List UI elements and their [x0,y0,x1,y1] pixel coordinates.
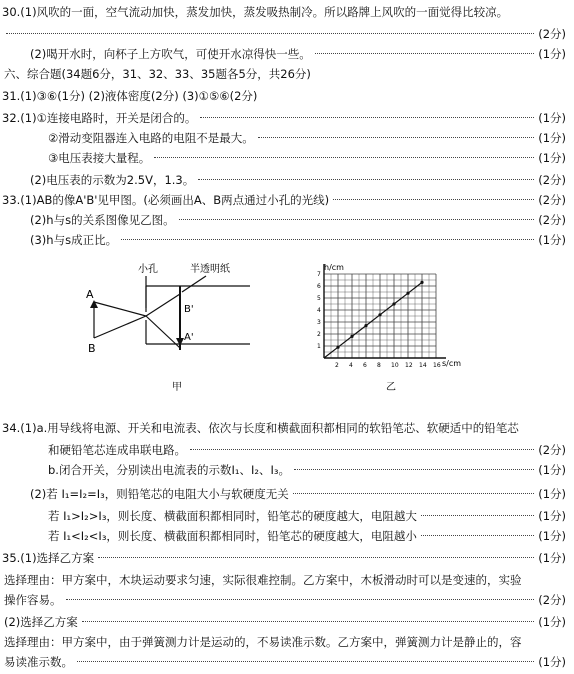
chart-xlabel: s/cm [442,359,462,368]
line-text: ②滑动变阻器连入电路的电阻不是最大。 [48,131,254,145]
figure-jia [60,258,300,408]
line-text: 若 I₁<I₂<I₃，则长度、横截面积都相同时，铅笔芯的硬度越大，电阻越小 [48,529,417,543]
text-line [0,484,574,504]
label-hole: 小孔 [138,264,158,275]
text-line [0,526,574,546]
x-tick-label: 14 [419,362,427,369]
data-point [378,313,381,316]
dot-leader [6,33,534,34]
text-line [0,548,574,568]
data-point [336,346,339,349]
line-text: b.闭合开关，分别读出电流表的示数I₁、I₂、I₃。 [48,463,290,477]
caption-jia: 甲 [172,382,182,393]
text-line [0,2,574,22]
line-score: (2分) [538,173,566,187]
dot-leader [421,535,534,536]
line-text: 34.(1)a.用导线将电源、开关和电流表、依次与长度和横截面积都相同的软铅笔芯、软硬适中的铅笔芯 [2,421,519,435]
data-point [406,292,409,295]
dot-leader [66,599,534,600]
line-score: (1分) [538,47,566,61]
dot-leader [333,199,534,200]
line-score: (1分) [538,233,566,247]
x-tick-label: 4 [349,362,353,369]
line-score: (2分) [538,193,566,207]
x-tick-label: 10 [391,362,399,369]
dot-leader [258,137,534,138]
text-line [0,440,574,460]
line-score: (1分) [538,509,566,523]
line-text: 33.(1)AB的像A'B'见甲图。(必须画出A、B两点通过小孔的光线) [2,193,330,207]
line-score: (2分) [538,443,566,457]
line-score: (1分) [538,487,566,501]
line-text: (2)喝开水时，向杯子上方吹气，可使开水凉得快一些。 [30,47,311,61]
line-text: (3)h与s成正比。 [30,233,118,247]
text-line [0,24,574,44]
line-text: 32.(1)①连接电路时，开关是闭合的。 [2,111,197,125]
line-score: (1分) [538,551,566,565]
ray-b-through-hole [146,294,180,316]
x-tick-label: 16 [433,362,441,369]
text-line [0,632,574,652]
text-line [0,506,574,526]
label-b: B [88,342,96,355]
chart-marks [324,281,424,358]
line-score: (1分) [538,131,566,145]
data-point [420,281,423,284]
text-line [0,590,574,610]
figure-yi-chart [306,258,466,398]
line-text: 若 I₁>I₂>I₃，则长度、横截面积都相同时，铅笔芯的硬度越大，电阻越大 [48,509,417,523]
text-line [0,108,574,128]
dot-leader [98,557,534,558]
dot-leader [77,661,534,662]
text-line [0,210,574,230]
dot-leader [294,469,534,470]
line-text: (2)电压表的示数为2.5V，1.3。 [30,173,195,187]
text-line [0,612,574,632]
line-text: 30.(1)风吹的一面，空气流动加快，蒸发加快，蒸发吸热制冷。所以路牌上风吹的一面觉得比较凉。 [2,5,509,19]
line-text: 35.(1)选择乙方案 [2,551,95,565]
label-b-prime: B' [184,304,194,315]
line-text: 六、综合题(34题6分，31、32、33、35题各5分，共26分) [4,67,311,81]
text-line [0,652,574,672]
line-score: (1分) [538,111,566,125]
text-line [0,460,574,480]
line-score: (2分) [538,593,566,607]
line-score: (1分) [538,655,566,669]
caption-yi: 乙 [386,382,396,393]
x-tick-label: 8 [377,362,381,369]
y-tick-label: 7 [317,271,321,278]
dot-leader [315,53,534,54]
text-line [0,86,574,106]
text-line [0,190,574,210]
y-tick-label: 2 [317,331,321,338]
text-line [0,570,574,590]
screen-leader [182,276,206,292]
label-screen: 半透明纸 [190,264,230,275]
y-tick-label: 6 [317,283,321,290]
text-line [0,64,574,84]
ray-a-upper [94,302,146,316]
arrow-head-a [90,300,98,308]
label-a: A [86,288,94,301]
line-text: 易读准示数。 [4,655,73,669]
y-tick-label: 3 [317,319,321,326]
dot-leader [179,219,534,220]
label-a-prime: A' [184,332,194,343]
text-line [0,418,574,438]
text-line [0,170,574,190]
line-score: (2分) [538,213,566,227]
line-text: 和硬铅笔芯连成串联电路。 [48,443,186,457]
data-point [364,324,367,327]
y-tick-label: 1 [317,343,321,350]
dot-leader [121,239,534,240]
x-tick-label: 2 [335,362,339,369]
dot-leader [154,157,534,158]
text-line [0,128,574,148]
line-score: (1分) [538,615,566,629]
dot-leader [293,493,534,494]
line-text: ③电压表接大量程。 [48,151,151,165]
data-point [392,302,395,305]
data-point [350,335,353,338]
ray-b-lower [94,316,146,338]
x-tick-label: 6 [363,362,367,369]
line-text: 操作容易。 [4,593,62,607]
ray-a-through-hole [146,316,180,348]
dot-leader [198,179,534,180]
chart-ylabel: h/cm [324,263,344,272]
line-text: (2)h与s的关系图像见乙图。 [30,213,175,227]
x-tick-label: 12 [405,362,413,369]
text-line [0,44,574,64]
line-text: 选择理由：甲方案中，木块运动要求匀速，实际很难控制。乙方案中，木板滑动时可以是变速的，实验 [4,573,522,587]
y-tick-label: 5 [317,295,321,302]
line-text: (2)选择乙方案 [4,615,78,629]
dot-leader [190,449,534,450]
dot-leader [421,515,534,516]
line-text: (2)若 I₁=I₂=I₃，则铅笔芯的电阻大小与软硬度无关 [30,487,289,501]
line-score: (1分) [538,463,566,477]
dot-leader [200,117,534,118]
text-line [0,230,574,250]
line-score: (1分) [538,151,566,165]
line-text: 31.(1)③⑥(1分) (2)液体密度(2分) (3)①⑤⑥(2分) [2,89,258,103]
line-score: (2分) [538,27,566,41]
line-score: (1分) [538,529,566,543]
line-text: 选择理由：甲方案中，由于弹簧测力计是运动的，不易读准示数。乙方案中，弹簧测力计是静止的，容 [4,635,522,649]
text-line [0,148,574,168]
dot-leader [82,621,534,622]
y-tick-label: 4 [317,307,321,314]
